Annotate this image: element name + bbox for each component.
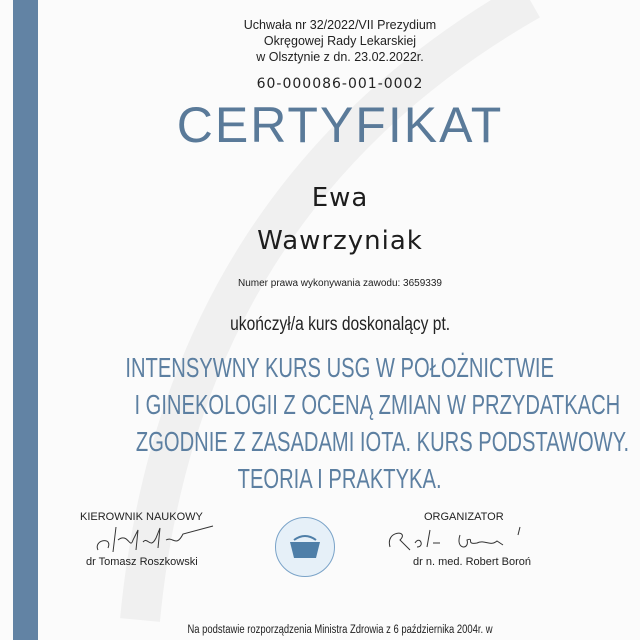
certificate-number: 60-000086-001-0002	[256, 76, 424, 92]
completion-text-label: ukończył/a kurs doskonalący pt.	[230, 314, 450, 335]
left-signature-name: dr Tomasz Roszkowski	[86, 556, 198, 568]
right-signature-role: ORGANIZATOR	[424, 511, 504, 523]
left-signature-role: KIEROWNIK NAUKOWY	[80, 511, 203, 523]
course-title-line: INTENSYWNY KURS USG W POŁOŻNICTWIE	[125, 352, 555, 383]
license-number: Numer prawa wykonywania zawodu: 3659339	[237, 278, 442, 289]
seal-logo-icon	[276, 518, 334, 576]
header-line: w Olsztynie z dn. 23.02.2022r.	[256, 50, 424, 64]
header-line: Uchwała nr 32/2022/VII Prezydium	[243, 18, 437, 32]
decorative-side-stripe	[13, 0, 38, 640]
course-title	[40, 349, 640, 497]
right-signature	[385, 525, 535, 553]
certificate-title: CERTYFIKAT	[176, 97, 504, 153]
completion-text	[40, 314, 640, 336]
course-title-line: I GINEKOLOGII Z OCENĄ ZMIAN W PRZYDATKACH	[134, 389, 621, 420]
course-title-line: ZGODNIE Z ZASADAMI IOTA. KURS PODSTAWOWY.	[135, 426, 630, 457]
header-line: Okręgowej Rady Lekarskiej	[263, 34, 417, 48]
resolution-header	[40, 17, 640, 65]
right-signature-name: dr n. med. Robert Boroń	[413, 556, 532, 568]
organizer-seal	[275, 517, 335, 577]
left-signature	[88, 524, 218, 554]
recipient-first-name: Ewa	[311, 183, 369, 213]
course-title-line: TEORIA I PRAKTYKA.	[238, 463, 442, 494]
legal-footer	[40, 624, 640, 636]
recipient-last-name: Wawrzyniak	[257, 226, 423, 256]
legal-footer-text: Na podstawie rozporządzenia Ministra Zdrowia z 6 października 2004r. w	[187, 624, 493, 636]
